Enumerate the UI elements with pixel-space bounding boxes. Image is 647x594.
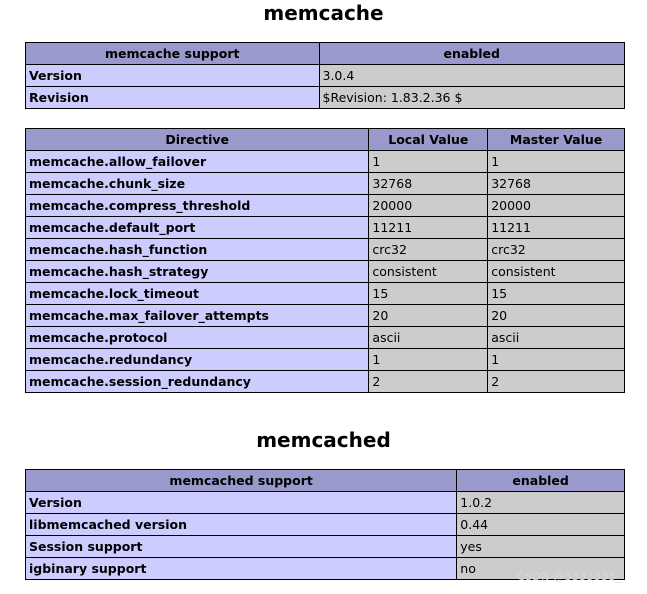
master-value: 11211 <box>488 217 625 239</box>
directive-name: memcache.default_port <box>26 217 369 239</box>
row-key: Version <box>26 65 320 87</box>
row-value: 1.0.2 <box>457 492 625 514</box>
memcache-section-title: memcache <box>263 1 384 25</box>
master-value: consistent <box>488 261 625 283</box>
row-key: libmemcached version <box>26 514 457 536</box>
table-row <box>26 371 625 393</box>
table-row <box>26 65 625 87</box>
local-value: ascii <box>369 327 488 349</box>
local-value: 20 <box>369 305 488 327</box>
master-value: 15 <box>488 283 625 305</box>
row-value: no <box>457 558 625 580</box>
directive-name: memcache.lock_timeout <box>26 283 369 305</box>
directive-name: memcache.session_redundancy <box>26 371 369 393</box>
table-row <box>26 536 625 558</box>
local-value: 11211 <box>369 217 488 239</box>
row-value: yes <box>457 536 625 558</box>
local-value: 32768 <box>369 173 488 195</box>
directive-name: memcache.redundancy <box>26 349 369 371</box>
table-row <box>26 261 625 283</box>
table-row <box>26 305 625 327</box>
memcache-directives-table <box>25 128 625 393</box>
row-key: Revision <box>26 87 320 109</box>
table-row <box>26 239 625 261</box>
row-key: Session support <box>26 536 457 558</box>
column-header: memcache support <box>26 43 320 65</box>
memcache-support-table <box>25 42 625 109</box>
local-value: 15 <box>369 283 488 305</box>
memcached-section-title: memcached <box>256 428 391 452</box>
directive-name: memcache.hash_function <box>26 239 369 261</box>
table-header-row <box>26 129 625 151</box>
local-value: consistent <box>369 261 488 283</box>
master-value: crc32 <box>488 239 625 261</box>
directive-name: memcache.compress_threshold <box>26 195 369 217</box>
table-row <box>26 492 625 514</box>
local-value: 20000 <box>369 195 488 217</box>
table-row <box>26 195 625 217</box>
watermark-text: CSDN @3333333_ <box>517 570 622 583</box>
directive-name: memcache.protocol <box>26 327 369 349</box>
directive-name: memcache.hash_strategy <box>26 261 369 283</box>
column-header: Local Value <box>369 129 488 151</box>
table-header-row <box>26 43 625 65</box>
table-row <box>26 327 625 349</box>
column-header: enabled <box>319 43 625 65</box>
local-value: crc32 <box>369 239 488 261</box>
master-value: 20 <box>488 305 625 327</box>
table-row <box>26 151 625 173</box>
master-value: 1 <box>488 349 625 371</box>
column-header: memcached support <box>26 470 457 492</box>
directive-name: memcache.allow_failover <box>26 151 369 173</box>
row-value: 0.44 <box>457 514 625 536</box>
master-value: 1 <box>488 151 625 173</box>
row-key: igbinary support <box>26 558 457 580</box>
table-header-row <box>26 470 625 492</box>
directive-name: memcache.max_failover_attempts <box>26 305 369 327</box>
local-value: 1 <box>369 151 488 173</box>
table-row <box>26 87 625 109</box>
master-value: 32768 <box>488 173 625 195</box>
directive-name: memcache.chunk_size <box>26 173 369 195</box>
table-row <box>26 283 625 305</box>
table-row <box>26 217 625 239</box>
table-row <box>26 349 625 371</box>
row-value: 3.0.4 <box>319 65 625 87</box>
column-header: Master Value <box>488 129 625 151</box>
column-header: Directive <box>26 129 369 151</box>
column-header: enabled <box>457 470 625 492</box>
row-key: Version <box>26 492 457 514</box>
master-value: 2 <box>488 371 625 393</box>
local-value: 1 <box>369 349 488 371</box>
local-value: 2 <box>369 371 488 393</box>
row-value: $Revision: 1.83.2.36 $ <box>319 87 625 109</box>
table-row <box>26 173 625 195</box>
memcached-support-table <box>25 469 625 580</box>
master-value: ascii <box>488 327 625 349</box>
table-row <box>26 514 625 536</box>
master-value: 20000 <box>488 195 625 217</box>
